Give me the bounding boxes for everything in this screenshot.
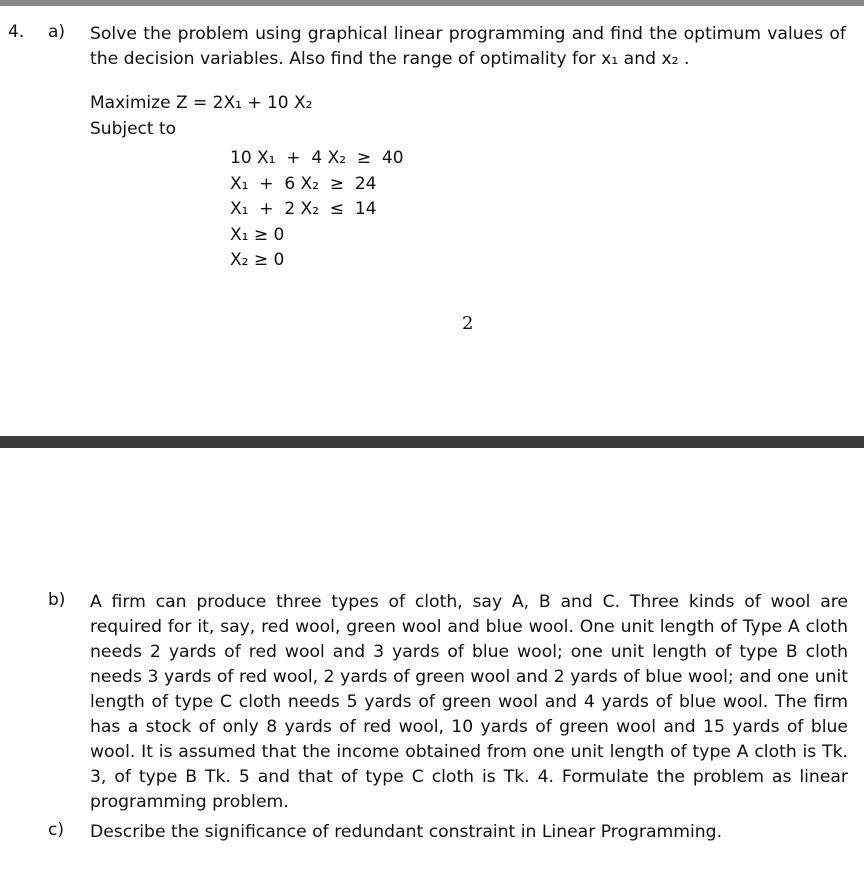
question-number: 4. [8,22,25,42]
top-rule [0,0,864,6]
page-break-divider [0,436,864,448]
nonnegativity-x1: X₁ ≥ 0 [230,224,285,245]
constraint-2: X₁ + 6 X₂ ≥ 24 [230,173,377,194]
part-a-instruction: Solve the problem using graphical linear programming and find the optimum values of the decision variables. Also find the range of optimality for x₁ and x₂ . [90,24,846,69]
page-number: 2 [462,313,474,334]
part-c-text: Describe the significance of redundant constraint in Linear Programming. [90,822,723,842]
part-b-label: b) [48,590,66,610]
part-c-label: c) [48,820,64,840]
constraint-3: X₁ + 2 X₂ ≤ 14 [230,199,377,219]
subject-to-label: Subject to [90,119,177,139]
part-b-text: A firm can produce three types of cloth, say A, B and C. Three kinds of wool are required for it, say, red wool, green wool and blue wool. One unit length of Type A cloth needs 2 yards of red wool and 3 yards of blue wool; one unit length of type B cloth needs 3 yards of red wool, 2 yards of green wool and 2 yards of blue wool; and one unit length of type C cloth needs 5 yards of green wool and 4 yards of blue wool. The firm has a stock of only 8 yards of red wool, 10 yards of green wool and 15 yards of blue wool. It is assumed that the income obtained from one unit length of type A cloth is Tk. 3, of type B Tk. 5 and that of type C cloth is Tk. 4. Formulate the problem as linear programming problem. [90,592,848,812]
constraint-list [230,146,404,274]
part-a-label: a) [48,22,66,42]
nonnegativity-x2: X₂ ≥ 0 [230,250,285,270]
constraint-1: 10 X₁ + 4 X₂ ≥ 40 [230,148,404,168]
objective-function: Maximize Z = 2X₁ + 10 X₂ [90,93,313,113]
